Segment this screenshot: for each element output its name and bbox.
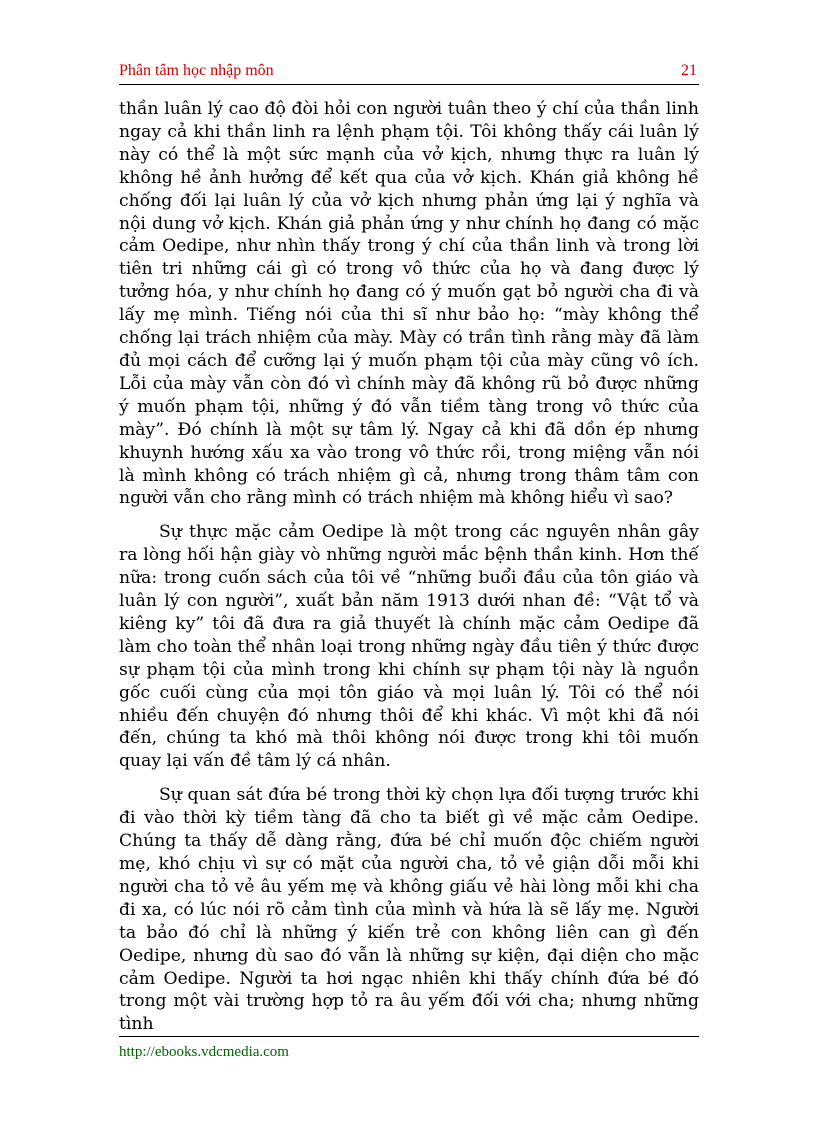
paragraph: Sự quan sát đứa bé trong thời kỳ chọn lựa đối tượng trước khi đi vào thời kỳ tiềm tàng đã cho ta biết gì về mặc cảm Oedipe. Chúng ta thấy dễ dàng rằng, đứa bé chỉ muốn độc chiếm người mẹ, khó chịu vì sự có mặt của người cha, tỏ vẻ giận dỗi mỗi khi người cha tỏ vẻ âu yếm mẹ và không giấu vẻ hài lòng mỗi khi cha đi xa, có lúc nói rõ cảm tình của mình và hứa là sẽ lấy mẹ. Người ta bảo đó chỉ là những ý kiến trẻ con không liên can gì đến Oedipe, nhưng dù sao đó vẫn là những sự kiện, đại diện cho mặc cảm Oedipe. Người ta hơi ngạc nhiên khi thấy chính đứa bé đó trong một vài trường hợp tỏ ra âu yếm đối với cha; nhưng những tình	[119, 785, 699, 1035]
paragraph-continued: thần luân lý cao độ đòi hỏi con người tuân theo ý chí của thần linh ngay cả khi thần linh ra lệnh phạm tội. Tôi không thấy cái luân lý này có thể là một sức mạnh của vở kịch, nhưng thực ra luân lý không hề ảnh hưởng để kết qua của vở kịch. Khán giả không hề chống đối lại luân lý của vở kịch nhưng phản ứng lại ý nghĩa và nội dung vở kịch. Khán giả phản ứng y như chính họ đang có mặc cảm Oedipe, như nhìn thấy trong ý chí của thần linh và trong lời tiên tri những cái gì có trong vô thức của họ và đang được lý tưởng hóa, y như chính họ đang có ý muốn gạt bỏ người cha đi và lấy mẹ mình. Tiếng nói của thi sĩ như bảo họ: “mày không thể chống lại trách nhiệm của mày. Mày có trần tình rằng mày đã làm đủ mọi cách để cưỡng lại ý muốn phạm tội của mày cũng vô ích. Lỗi của mày vẫn còn đó vì chính mày đã không rũ bỏ được những ý muốn phạm tội, những ý đó vẫn tiềm tàng trong vô thức của mày”. Đó chính là một sự tâm lý. Ngay cả khi đã dồn ép nhưng khuynh hướng xấu xa vào trong vô thức rồi, trong miệng vẫn nói là mình không có trách nhiệm gì cả, nhưng trong thâm tâm con người vẫn cho rằng mình có trách nhiệm mà không hiểu vì sao?	[119, 99, 699, 509]
page-header	[119, 60, 699, 85]
page-number: 21	[681, 62, 697, 79]
paragraph: Sự thực mặc cảm Oedipe là một trong các nguyên nhân gây ra lòng hối hận giày vò những người mắc bệnh thần kinh. Hơn thế nữa: trong cuốn sách của tôi về “những buổi đầu của tôn giáo và luân lý con người”, xuất bản năm 1913 dưới nhan đề: “Vật tổ và kiêng ky” tôi đã đưa ra giả thuyết là chính mặc cảm Oedipe đã làm cho toàn thể nhân loại trong những ngày đầu tiên ý thức được sự phạm tội của mình trong khi chính sự phạm tội này là nguồn gốc cuối cùng của mọi tôn giáo và mọi luân lý. Tôi có thể nói nhiều đến chuyện đó nhưng thôi để khi khác. Vì một khi đã nói đến, chúng ta khó mà thôi không nói được trong khi tôi muốn quay lại vấn đề tâm lý cá nhân.	[119, 522, 699, 772]
body-text	[119, 98, 699, 1047]
book-title: Phân tâm học nhập môn	[119, 62, 274, 79]
page-footer	[119, 1036, 699, 1061]
footer-url[interactable]: http://ebooks.vdcmedia.com	[119, 1044, 289, 1060]
